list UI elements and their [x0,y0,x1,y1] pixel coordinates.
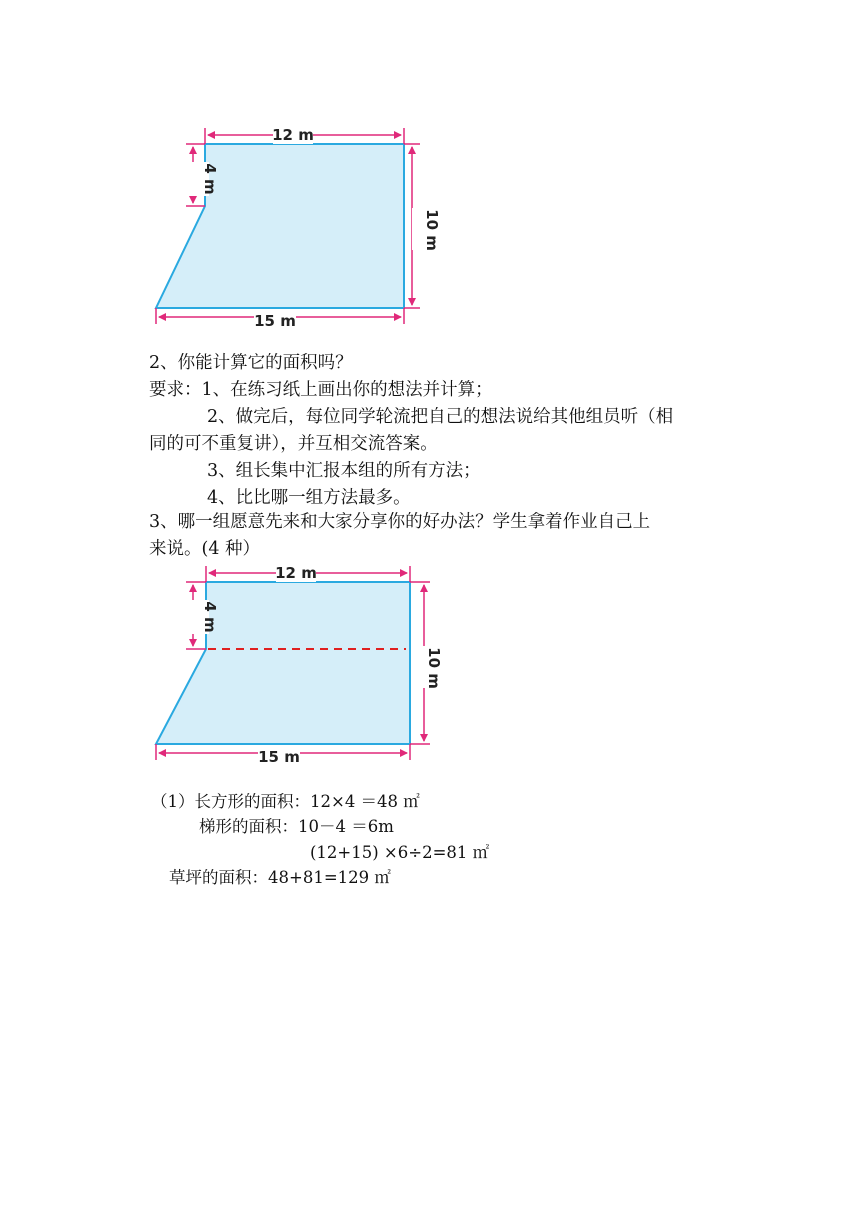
bottom-dimension-label: 15 m [254,312,296,330]
right-dimension-label: 10 m [423,209,441,251]
question-3-line-1: 3、哪一组愿意先来和大家分享你的好办法？学生拿着作业自己上 [149,512,651,532]
bottom-dimension-label: 15 m [258,748,300,766]
figure-2-diagram [148,560,468,778]
figure-1-diagram [148,122,468,342]
right-dimension-label: 10 m [425,647,443,689]
requirement-2-line-2: 同的可不重复讲），并互相交流答案。 [149,434,438,454]
requirement-1: 要求：1、在练习纸上画出你的想法并计算； [149,380,493,400]
left-dimension-label: 4 m [201,601,219,633]
requirement-3: 3、组长集中汇报本组的所有方法； [207,461,481,481]
question-3-line-2: 来说。(4 种） [149,539,261,559]
solution-lawn-area: 草坪的面积：48+81=129 ㎡ [169,868,391,887]
requirement-4: 4、比比哪一组方法最多。 [207,488,411,508]
solution-trapezoid-area: (12+15) ×6÷2=81 ㎡ [310,843,490,862]
requirement-2-line-1: 2、做完后，每位同学轮流把自己的想法说给其他组员听（相 [207,407,674,427]
solution-rectangle-area: （1）长方形的面积：12×4 ＝48 ㎡ [151,792,420,811]
top-dimension-label: 12 m [272,126,314,144]
top-dimension-label: 12 m [275,564,317,582]
question-2-title: 2、你能计算它的面积吗？ [149,353,353,373]
solution-trapezoid-height: 梯形的面积：10－4 ＝6m [199,817,394,836]
left-dimension-label: 4 m [201,163,219,195]
